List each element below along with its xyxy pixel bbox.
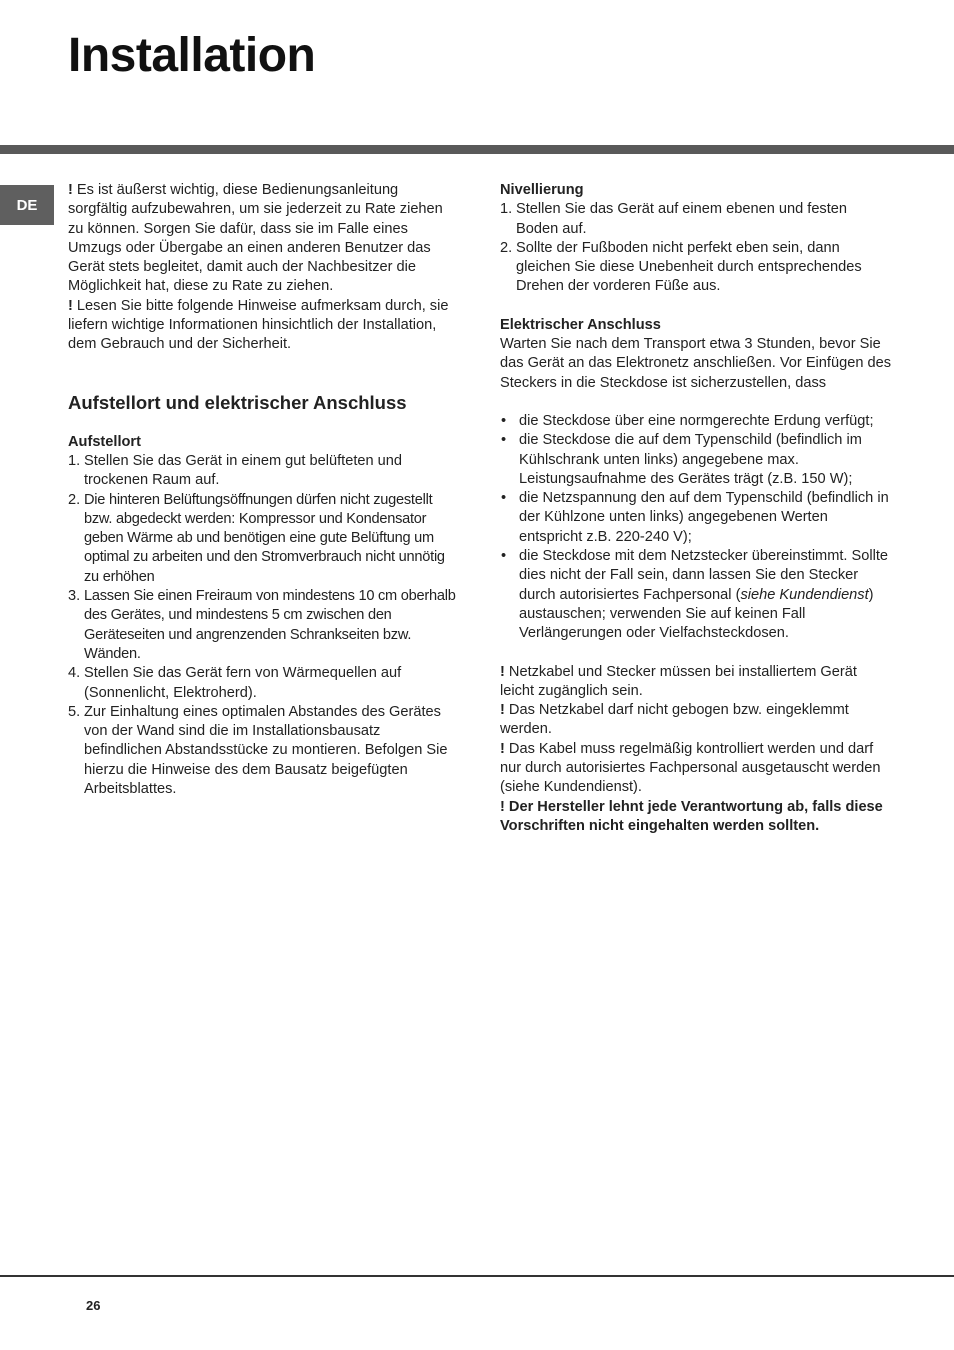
bullet-dot: • [501,432,507,449]
item-text: die Steckdose die auf dem Typenschild (befindlich im Kühlschrank unten links) angegebene max. Leistungsaufnahme des Gerätes trägt (z.B. 150 W); [519,432,862,487]
warning-mark: ! [68,297,73,314]
section-heading: Aufstellort und elektrischer Anschluss [68,391,407,413]
list-item [500,547,892,643]
item-text: Stellen Sie das Gerät auf einem ebenen und festen Boden auf. [516,201,848,237]
item-text [519,547,892,643]
list-item [500,200,892,239]
item-text: die Steckdose über eine normgerechte Erdung verfügt; [519,412,874,429]
list-item [500,489,892,547]
item-number: 2. [68,491,81,508]
warning-note-text: Das Netzkabel darf nicht gebogen bzw. eingeklemmt werden. [500,702,849,738]
bullet-dot: • [501,490,507,507]
item-number: 2. [500,239,513,256]
list-item [500,412,892,431]
list-item [68,587,460,664]
item-number: 1. [500,201,513,218]
elektrisch-bullets [500,412,892,644]
list-item [500,239,892,297]
warning-mark: ! [68,182,73,198]
left-column [68,181,460,799]
item-text: Stellen Sie das Gerät fern von Wärmequellen auf (Sonnenlicht, Elektroherd). [84,665,402,701]
item-text: Zur Einhaltung eines optimalen Abstandes des Gerätes von der Wand sind die im Installationsbausatz befindlichen Abstandsstücke zu montieren. Befolgen Sie hierzu die Hinweise des dem Bausatz beigefügten Arbeitsblattes. [84,703,448,798]
item-text: Stellen Sie das Gerät in einem gut belüfteten und trockenen Raum auf. [84,452,403,489]
item-text: Sollte der Fußboden nicht perfekt eben sein, dann gleichen Sie diese Unebenheit durch entsprechendes Drehen der vorderen Füße aus. [516,239,862,295]
intro-note [68,297,460,355]
liability-note: ! Der Hersteller lehnt jede Verantwortung ab, falls diese Vorschriften nicht eingehalten werden sollten. [500,798,883,834]
item-number: 5. [68,703,81,720]
right-column [500,181,892,836]
warning-note [500,701,892,740]
footer-rule [0,1275,954,1277]
item-text-italic: siehe Kundendienst [740,586,869,603]
intro-note-text: Es ist äußerst wichtig, diese Bedienungsanleitung sorgfältig aufzubewahren, um sie jederzeit zu Rate ziehen zu können. Sorgen Sie dafür, dass sie im Falle eines Umzugs oder Übergabe an einen anderen Benutzer das Gerät stets begleitet, damit auch der Nachbesitzer die Möglichkeit hat, diese zu Rate zu ziehen. [68,182,443,295]
warning-note [500,740,892,798]
warning-note-text: Das Kabel muss regelmäßig kontrolliert werden und darf nur durch autorisiertes Fachpersonal ausgetauscht werden (siehe Kundendienst). [500,740,881,796]
item-text-part: ) austauschen; verwenden Sie auf keinen Fall Verlängerungen oder Vielfachsteckdosen. [519,586,874,642]
elektrisch-intro: Warten Sie nach dem Transport etwa 3 Stunden, bevor Sie das Gerät an das Elektronetz anschließen. Vor Einfügen des Steckers in die Steckdose ist sicherzustellen, dass [500,336,892,391]
header-bar [0,145,954,154]
item-text: die Netzspannung den auf dem Typenschild (befindlich in der Kühlzone unten links) angegebenen Werten entspricht z.B. 220-240 V); [519,490,889,545]
list-item [68,703,460,799]
warning-note [500,663,892,702]
page-number: 26 [86,1298,101,1313]
warning-mark: ! [500,663,505,680]
bullet-dot: • [501,548,507,565]
item-number: 4. [68,665,81,682]
elektrisch-heading: Elektrischer Anschluss [500,316,661,333]
item-number: 3. [68,588,81,605]
item-text-part: die Steckdose mit dem Netzstecker übereinstimmt. Sollte dies nicht der Fall sein, dann lassen Sie den Stecker durch autorisiertes Fachpersonal ( [519,548,889,603]
intro-note-text: Lesen Sie bitte folgende Hinweise aufmerksam durch, sie liefern wichtige Informationen hinsichtlich der Installation, dem Gebrauch und der Sicherheit. [68,297,449,353]
list-item [68,491,460,587]
item-number: 1. [68,452,81,469]
nivellierung-heading: Nivellierung [500,182,584,198]
intro-note [68,181,460,297]
item-text: Die hinteren Belüftungsöffnungen dürfen nicht zugestellt bzw. abgedeckt werden: Kompressor und Kondensator geben Wärme ab und benötigen eine gute Belüftung um optimal zu arbeiten und den Stromverbrauch nicht unnötig zu erhöhen [84,491,445,585]
language-tab: DE [0,185,54,225]
warning-notes [500,663,892,837]
list-item [500,431,892,489]
page-title: Installation [68,29,316,82]
aufstellort-list [68,452,460,799]
bullet-dot: • [501,412,507,429]
item-text: Lassen Sie einen Freiraum von mindestens 10 cm oberhalb des Gerätes, und mindestens 5 cm zwischen den Geräteseiten und angrenzenden Schrankseiten bzw. Wänden. [84,588,456,662]
aufstellort-heading: Aufstellort [68,433,141,450]
warning-mark: ! [500,702,505,719]
list-item [68,664,460,703]
warning-note-text: Netzkabel und Stecker müssen bei installiertem Gerät leicht zugänglich sein. [500,663,857,699]
warning-mark: ! [500,740,505,757]
nivellierung-list [500,200,892,296]
list-item [68,452,460,491]
